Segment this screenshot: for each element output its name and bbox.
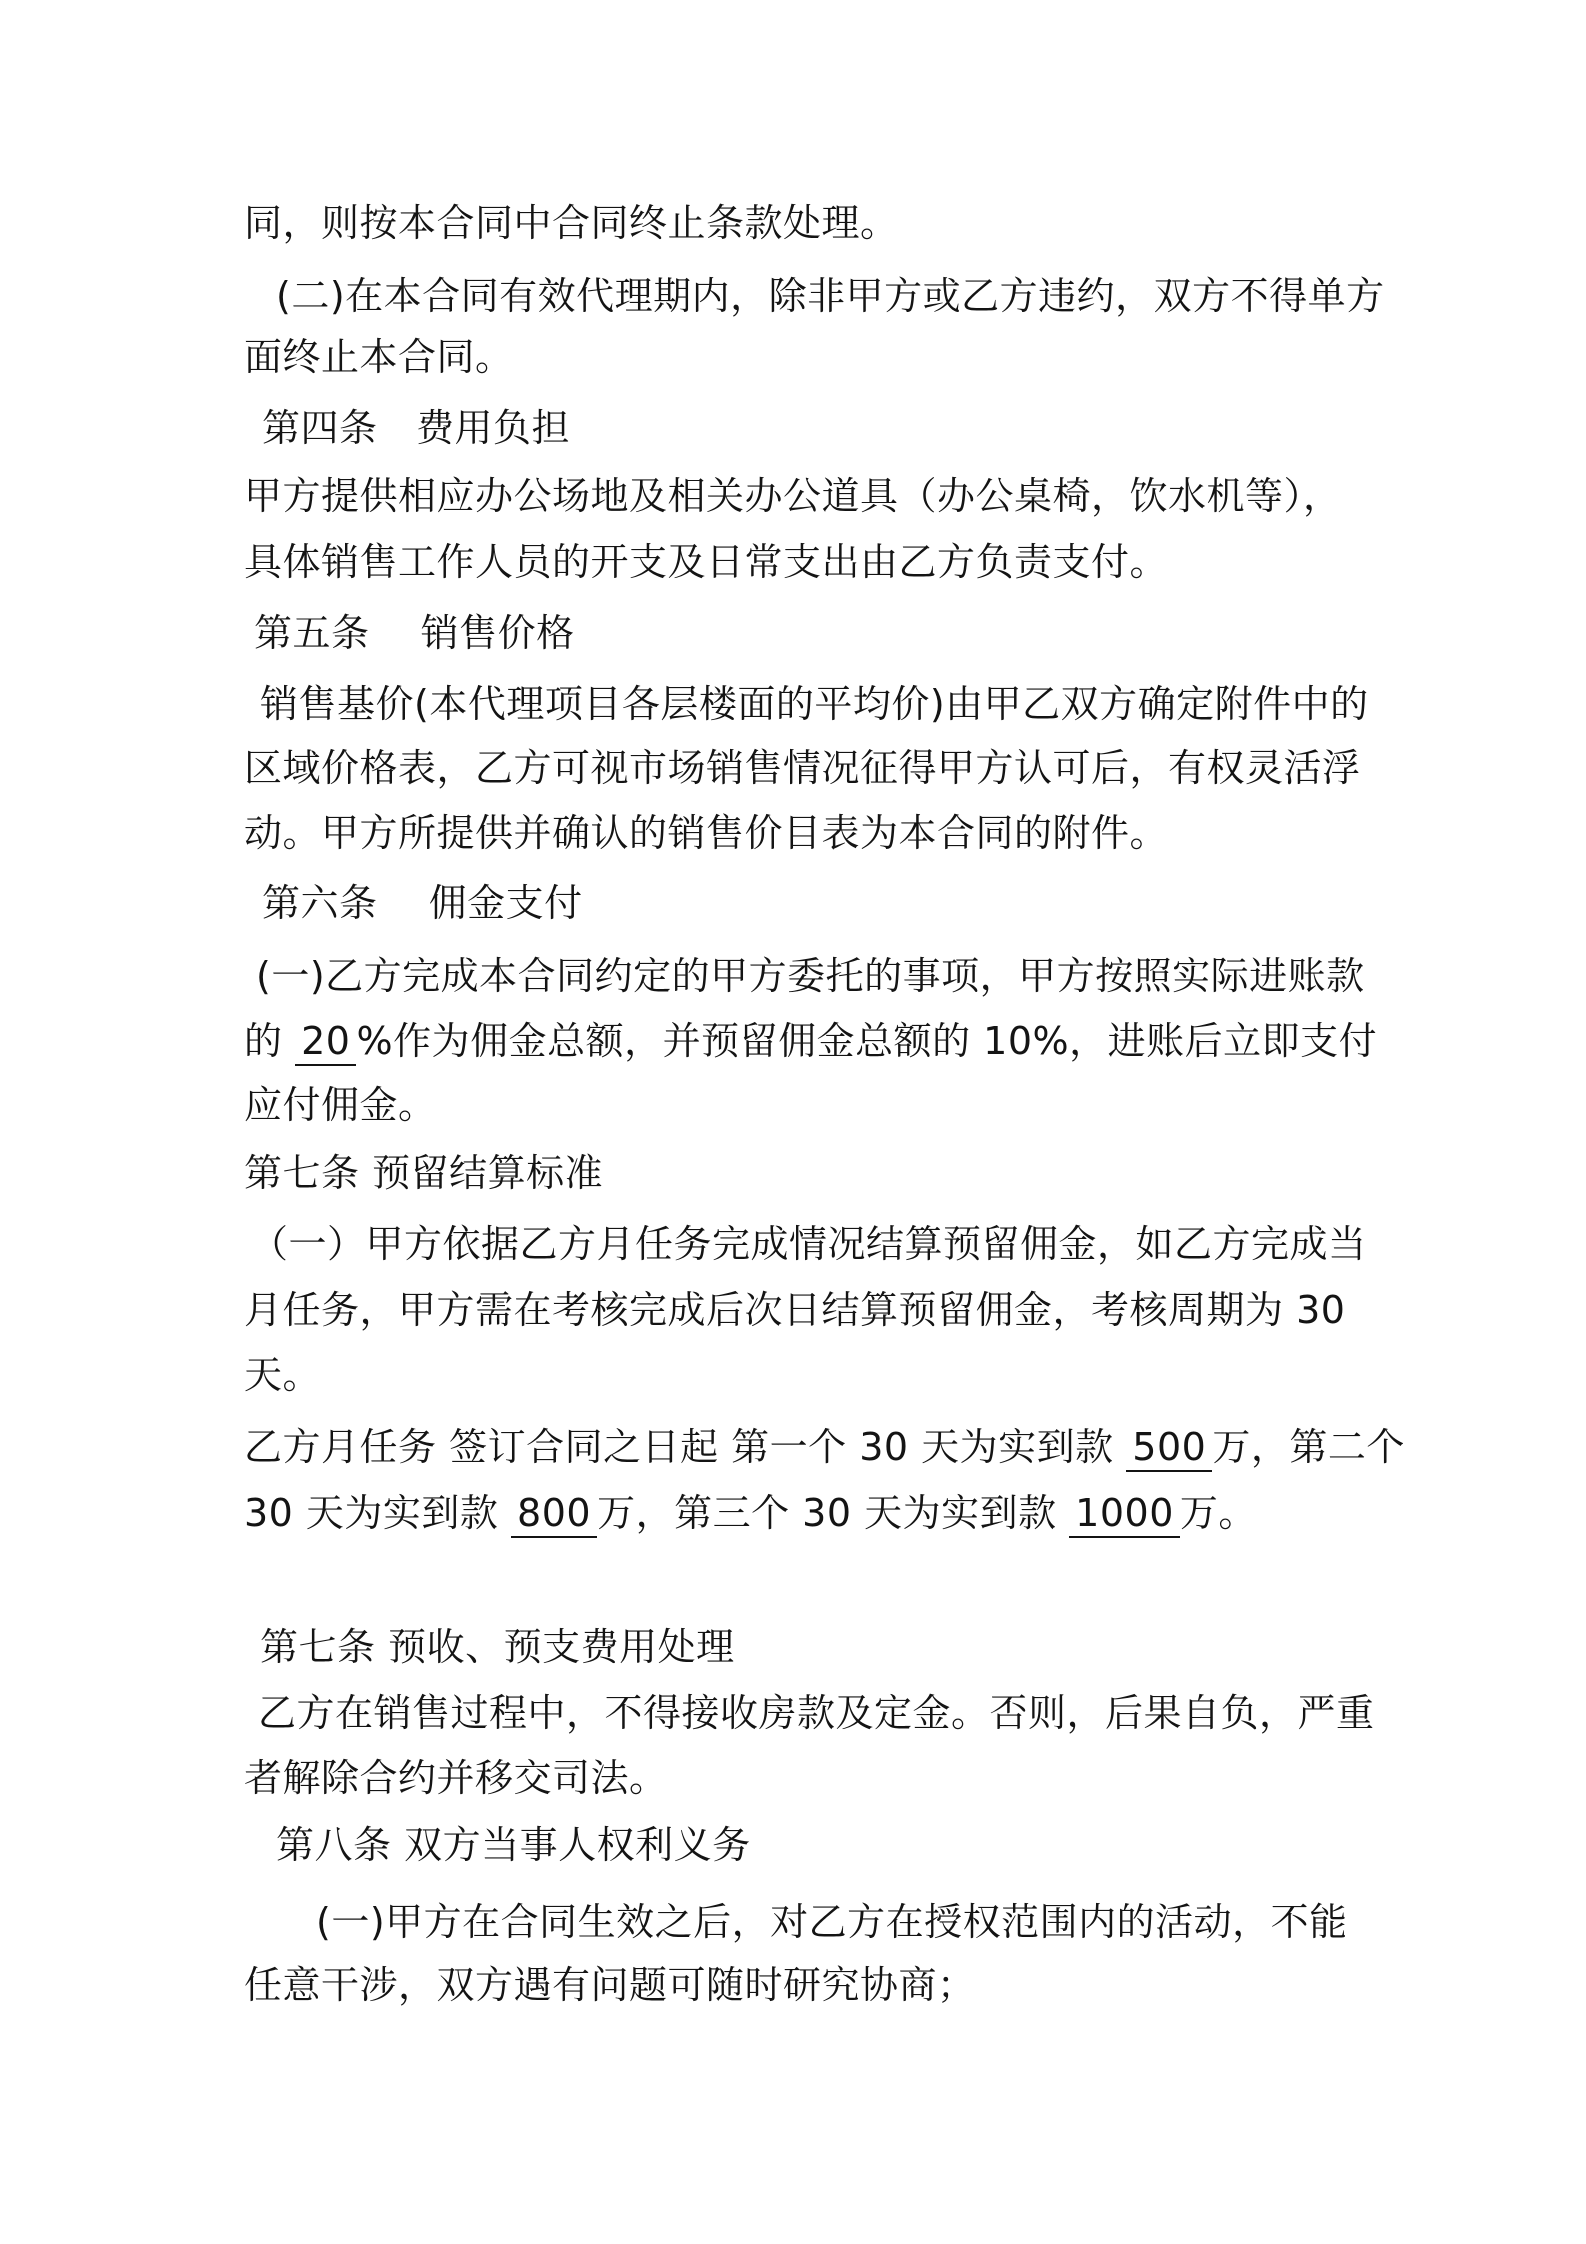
monthly-target-line [244,1425,1405,1469]
body-text-line: (一)甲方在合同生效之后，对乙方在授权范围内的活动，不能 [316,1900,1348,1944]
commission-rate-line [244,1019,1378,1063]
body-text-line: 动。甲方所提供并确认的销售价目表为本合同的附件。 [244,811,1169,855]
text-segment: 乙方月任务 签订合同之日起 第一个 30 天为实到款 [244,1425,1114,1469]
section-heading: 第七条 预留结算标准 [244,1151,604,1195]
section-heading: 第七条 预收、预支费用处理 [260,1625,735,1669]
target-amount-field-2: 800 [511,1494,597,1538]
body-text-line: 甲方提供相应办公场地及相关办公道具（办公桌椅，饮水机等）， [244,474,1342,518]
section-heading: 第六条 佣金支付 [262,881,583,925]
clause-paragraph-line: (二)在本合同有效代理期内，除非甲方或乙方违约，双方不得单方 [276,274,1385,318]
text-segment: 万，第三个 30 天为实到款 [597,1491,1057,1535]
text-segment: 30 天为实到款 [244,1491,499,1535]
section-heading: 第八条 双方当事人权利义务 [276,1823,751,1867]
commission-percent-field: 20 [295,1022,356,1066]
body-text-line: 区域价格表，乙方可视市场销售情况征得甲方认可后，有权灵活浮 [244,746,1361,790]
body-text-line: 者解除合约并移交司法。 [244,1756,668,1800]
target-amount-field-1: 500 [1126,1428,1212,1472]
body-text-line: 应付佣金。 [244,1083,437,1127]
body-text-line: (一)乙方完成本合同约定的甲方委托的事项，甲方按照实际进账款 [256,954,1365,998]
target-amount-field-3: 1000 [1069,1494,1180,1538]
body-text-line: 具体销售工作人员的开支及日常支出由乙方负责支付。 [244,540,1169,584]
monthly-target-line [244,1491,1257,1535]
text-segment: %作为佣金总额，并预留佣金总额的 10%，进账后立即支付 [356,1019,1378,1063]
section-heading: 第四条 费用负担 [262,406,571,450]
body-text-line: 任意干涉，双方遇有问题可随时研究协商； [244,1963,976,2007]
body-text-line: 同，则按本合同中合同终止条款处理。 [244,201,899,245]
clause-paragraph-line: 面终止本合同。 [244,335,514,379]
text-segment: 万。 [1179,1491,1257,1535]
text-segment: 的 [244,1019,283,1063]
body-text-line: 天。 [244,1353,322,1397]
body-text-line: （一）甲方依据乙方月任务完成情况结算预留佣金，如乙方完成当 [250,1222,1367,1266]
body-text-line: 月任务，甲方需在考核完成后次日结算预留佣金，考核周期为 30 [244,1288,1346,1332]
text-segment: 万，第二个 [1212,1425,1405,1469]
section-heading: 第五条 销售价格 [254,611,575,655]
body-text-line: 销售基价(本代理项目各层楼面的平均价)由甲乙双方确定附件中的 [260,682,1369,726]
body-text-line: 乙方在销售过程中，不得接收房款及定金。否则，后果自负，严重 [258,1691,1375,1735]
